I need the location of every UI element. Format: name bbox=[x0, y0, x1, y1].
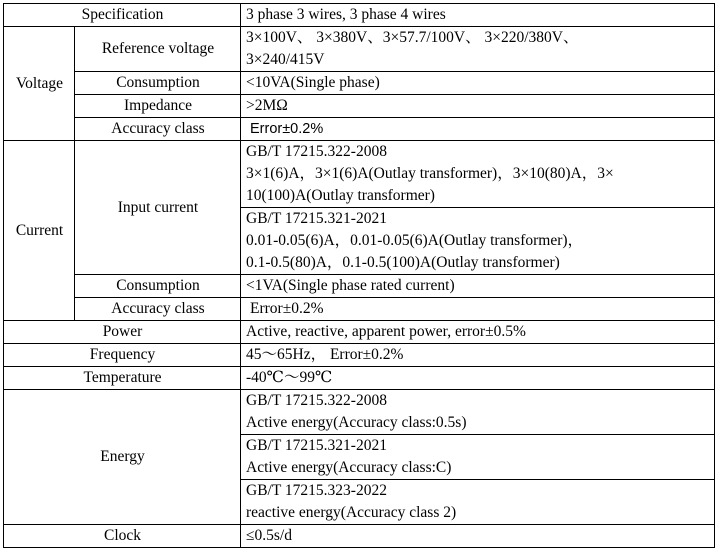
energy-block-1 bbox=[241, 390, 715, 435]
input-current-block-1 bbox=[241, 141, 715, 208]
row-power bbox=[4, 321, 715, 344]
energy-label: Energy bbox=[4, 390, 241, 525]
specification-value: 3 phase 3 wires, 3 phase 4 wires bbox=[241, 4, 715, 27]
input-current-b2-line-2: 0.01-0.05(6)A，0.01-0.05(6)A(Outlay transformer)， bbox=[246, 232, 584, 249]
row-energy-1 bbox=[4, 390, 715, 435]
voltage-accuracy-value bbox=[241, 118, 715, 141]
energy-b1-line-2: Active energy(Accuracy class:0.5s) bbox=[246, 414, 467, 431]
voltage-consumption-value: <10VA(Single phase) bbox=[241, 72, 715, 95]
reference-voltage-line-1: 3×100V、 3×380V、3×57.7/100V、 3×220/380V、 bbox=[246, 29, 579, 46]
power-value: Active, reactive, apparent power, error±0.5% bbox=[241, 321, 715, 344]
row-input-current-1 bbox=[4, 141, 715, 208]
row-temperature bbox=[4, 367, 715, 390]
row-clock bbox=[4, 525, 715, 548]
impedance-value: >2MΩ bbox=[241, 95, 715, 118]
reference-voltage-value bbox=[241, 27, 715, 72]
energy-b3-line-2: reactive energy(Accuracy class 2) bbox=[246, 504, 457, 521]
current-accuracy-label: Accuracy class bbox=[75, 298, 241, 321]
input-current-b2-line-3: 0.1-0.5(80)A，0.1-0.5(100)A(Outlay transformer) bbox=[246, 254, 560, 271]
voltage-accuracy-text: Error±0.2% bbox=[250, 121, 324, 137]
input-current-b1-line-3: 10(100)A(Outlay transformer) bbox=[246, 187, 435, 204]
power-label: Power bbox=[4, 321, 241, 344]
energy-b2-line-1: GB/T 17215.321-2021 bbox=[246, 437, 387, 454]
row-current-accuracy bbox=[4, 298, 715, 321]
current-accuracy-value: Error±0.2% bbox=[241, 298, 715, 321]
energy-b3-line-1: GB/T 17215.323-2022 bbox=[246, 482, 387, 499]
row-current-consumption bbox=[4, 275, 715, 298]
input-current-b1-line-2: 3×1(6)A，3×1(6)A(Outlay transformer)，3×10(80)A，3× bbox=[246, 165, 614, 182]
input-current-b1-line-1: GB/T 17215.322-2008 bbox=[246, 143, 387, 160]
energy-b2-line-2: Active energy(Accuracy class:C) bbox=[246, 459, 452, 476]
energy-b1-line-1: GB/T 17215.322-2008 bbox=[246, 392, 387, 409]
input-current-label: Input current bbox=[75, 141, 241, 275]
clock-value: ≤0.5s/d bbox=[241, 525, 715, 548]
input-current-block-2 bbox=[241, 208, 715, 275]
specification-table bbox=[3, 3, 715, 548]
reference-voltage-line-2: 3×240/415V bbox=[246, 51, 325, 68]
current-group-label: Current bbox=[4, 141, 75, 321]
voltage-group-label: Voltage bbox=[4, 27, 75, 141]
row-impedance bbox=[4, 95, 715, 118]
voltage-accuracy-label: Accuracy class bbox=[75, 118, 241, 141]
row-voltage-accuracy bbox=[4, 118, 715, 141]
impedance-label: Impedance bbox=[75, 95, 241, 118]
clock-label: Clock bbox=[4, 525, 241, 548]
energy-block-3 bbox=[241, 480, 715, 525]
input-current-b2-line-1: GB/T 17215.321-2021 bbox=[246, 210, 387, 227]
frequency-value: 45～65Hz， Error±0.2% bbox=[241, 344, 715, 367]
energy-block-2 bbox=[241, 435, 715, 480]
row-voltage-consumption bbox=[4, 72, 715, 95]
row-reference-voltage bbox=[4, 27, 715, 72]
row-frequency bbox=[4, 344, 715, 367]
specification-label: Specification bbox=[4, 4, 241, 27]
reference-voltage-label: Reference voltage bbox=[75, 27, 241, 72]
row-specification bbox=[4, 4, 715, 27]
current-consumption-value: <1VA(Single phase rated current) bbox=[241, 275, 715, 298]
current-consumption-label: Consumption bbox=[75, 275, 241, 298]
frequency-label: Frequency bbox=[4, 344, 241, 367]
temperature-value: -40℃～99℃ bbox=[241, 367, 715, 390]
temperature-label: Temperature bbox=[4, 367, 241, 390]
voltage-consumption-label: Consumption bbox=[75, 72, 241, 95]
